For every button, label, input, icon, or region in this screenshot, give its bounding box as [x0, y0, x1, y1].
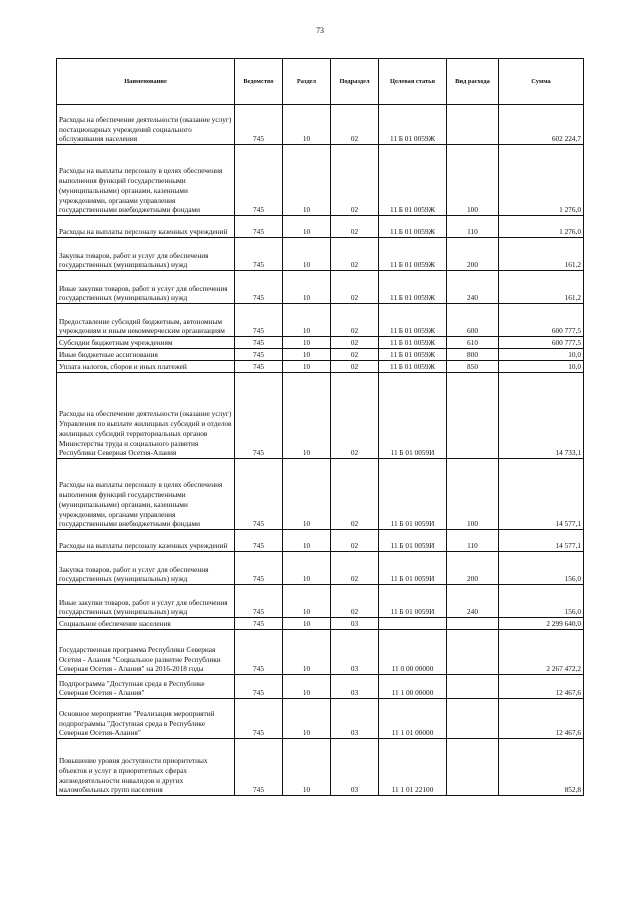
header-section: Раздел: [283, 59, 331, 105]
cell-subsection-text: 02: [350, 205, 359, 215]
cell-name-text: Закупка товаров, работ и услуг для обеспечения государственных (муниципальных) нужд: [59, 564, 209, 584]
cell-amount: [499, 585, 584, 618]
cell-target-text: 11 Б 01 0059Ж: [389, 350, 436, 360]
cell-subsection-text: 02: [350, 134, 359, 144]
cell-subsection-text: 02: [350, 293, 359, 303]
cell-amount-text: 10,0: [568, 362, 581, 372]
cell-subsection: [331, 216, 379, 238]
cell-amount-text: 600 777,5: [551, 338, 581, 348]
cell-subsection: [331, 304, 379, 337]
table-row: [57, 699, 584, 739]
cell-subsection: [331, 739, 379, 796]
cell-subsection-text: 02: [350, 448, 359, 458]
cell-section-text: 10: [302, 728, 311, 738]
cell-name-text: Повышение уровня доступности приоритетных объектов и услуг в приоритетных сферах жизнедеятельности инвалидов и других маломобильных групп населения: [59, 756, 208, 795]
cell-name: [57, 361, 235, 373]
cell-section-text: 10: [302, 688, 311, 698]
cell-amount-text: 156,0: [564, 607, 581, 617]
cell-subsection: [331, 238, 379, 271]
table-row: [57, 552, 584, 585]
cell-name-text: Иные бюджетные ассигнования: [59, 350, 158, 360]
cell-amount: [499, 238, 584, 271]
cell-expense: [447, 530, 499, 552]
cell-section: [283, 349, 331, 361]
cell-subsection: [331, 459, 379, 530]
cell-amount: [499, 530, 584, 552]
cell-section-text: 10: [302, 350, 311, 360]
header-row: [57, 59, 584, 105]
cell-expense-text: 240: [467, 607, 478, 617]
cell-subsection-text: 02: [350, 227, 359, 237]
cell-amount-text: 10,0: [568, 350, 581, 360]
cell-amount: [499, 271, 584, 304]
cell-amount-text: 602 224,7: [551, 134, 581, 144]
cell-section: [283, 585, 331, 618]
cell-subsection-text: 03: [350, 728, 359, 738]
cell-expense: [447, 739, 499, 796]
cell-name-text: Расходы на обеспечение деятельности (оказание услуг) Управления по выплате жилищных субсидий и отделов жилищных субсидий территориальных органов Министерства труда и социального развития Республики Северная Осетия-Алания: [59, 409, 232, 458]
cell-subsection: [331, 337, 379, 349]
cell-expense: [447, 618, 499, 630]
cell-department: [235, 373, 283, 459]
cell-expense: [447, 630, 499, 675]
cell-department-text: 745: [253, 541, 264, 551]
cell-target: [379, 530, 447, 552]
cell-department: [235, 216, 283, 238]
cell-target: [379, 337, 447, 349]
cell-name: [57, 699, 235, 739]
cell-expense: [447, 145, 499, 216]
cell-amount: [499, 304, 584, 337]
cell-target: [379, 238, 447, 271]
table-row: [57, 675, 584, 699]
cell-section-text: 10: [302, 205, 311, 215]
cell-subsection-text: 02: [350, 519, 359, 529]
cell-section: [283, 216, 331, 238]
table-row: [57, 238, 584, 271]
cell-subsection: [331, 699, 379, 739]
cell-name: [57, 675, 235, 699]
cell-name-text: Государственная программа Республики Северная Осетия - Алания "Социальное развитие Республики Северная Осетия - Алания" на 2016-2018 годы: [59, 644, 221, 674]
cell-target-text: 11 Б 01 0059Ж: [389, 338, 436, 348]
cell-subsection-text: 02: [350, 326, 359, 336]
cell-section: [283, 618, 331, 630]
cell-target-text: 11 Б 01 0059И: [390, 519, 435, 529]
cell-amount-text: 600 777,5: [551, 326, 581, 336]
cell-amount: [499, 105, 584, 145]
cell-name-text: Уплата налогов, сборов и иных платежей: [59, 362, 187, 372]
cell-amount: [499, 552, 584, 585]
cell-subsection: [331, 630, 379, 675]
cell-target: [379, 304, 447, 337]
cell-amount: [499, 337, 584, 349]
cell-section: [283, 739, 331, 796]
table-row: [57, 304, 584, 337]
header-name: Наименование: [57, 59, 235, 105]
cell-subsection-text: 02: [350, 541, 359, 551]
cell-department-text: 745: [253, 574, 264, 584]
cell-name-text: Субсидии бюджетным учреждениям: [59, 338, 173, 348]
cell-name-text: Иные закупки товаров, работ и услуг для обеспечения государственных (муниципальных) нужд: [59, 283, 228, 303]
header-amount: Сумма: [499, 59, 584, 105]
cell-amount-text: 161,2: [564, 260, 581, 270]
cell-expense-text: 850: [467, 362, 478, 372]
cell-target: [379, 739, 447, 796]
cell-name: [57, 238, 235, 271]
cell-target-text: 11 Б 01 0059И: [390, 607, 435, 617]
table-row: [57, 337, 584, 349]
cell-section: [283, 630, 331, 675]
cell-subsection: [331, 145, 379, 216]
cell-amount: [499, 361, 584, 373]
cell-department-text: 745: [253, 362, 264, 372]
cell-amount: [499, 459, 584, 530]
cell-department-text: 745: [253, 664, 264, 674]
cell-department: [235, 552, 283, 585]
cell-section-text: 10: [302, 338, 311, 348]
cell-section-text: 10: [302, 607, 311, 617]
cell-target-text: 11 Б 01 0059И: [390, 574, 435, 584]
cell-section-text: 10: [302, 785, 311, 795]
cell-section-text: 10: [302, 448, 311, 458]
cell-subsection-text: 02: [350, 338, 359, 348]
cell-expense-text: 200: [467, 260, 478, 270]
cell-expense-text: 600: [467, 326, 478, 336]
cell-section: [283, 304, 331, 337]
cell-name-text: Подпрограмма "Доступная среда в Республике Северная Осетия - Алания": [59, 678, 205, 698]
header-target: Целевая статья: [379, 59, 447, 105]
cell-expense-text: 100: [467, 519, 478, 529]
cell-expense-text: 200: [467, 574, 478, 584]
cell-target: [379, 459, 447, 530]
cell-amount-text: 156,0: [564, 574, 581, 584]
cell-section: [283, 675, 331, 699]
cell-department-text: 745: [253, 607, 264, 617]
table-row: [57, 739, 584, 796]
cell-section-text: 10: [302, 574, 311, 584]
cell-target-text: 11 1 00 00000: [391, 688, 434, 698]
cell-name: [57, 145, 235, 216]
cell-department-text: 745: [253, 293, 264, 303]
cell-section: [283, 699, 331, 739]
cell-name-text: Предоставление субсидий бюджетным, автономным учреждениям и иным некоммерческим организациям: [59, 316, 225, 336]
cell-name: [57, 618, 235, 630]
cell-subsection: [331, 105, 379, 145]
cell-name: [57, 105, 235, 145]
cell-target-text: 11 Б 01 0059Ж: [389, 205, 436, 215]
cell-target: [379, 361, 447, 373]
page-number: 73: [316, 26, 324, 35]
cell-expense: [447, 373, 499, 459]
cell-subsection: [331, 675, 379, 699]
table-body: [57, 105, 584, 796]
cell-target-text: 11 Б 01 0059Ж: [389, 227, 436, 237]
cell-target: [379, 552, 447, 585]
cell-department-text: 745: [253, 448, 264, 458]
cell-target: [379, 699, 447, 739]
cell-amount: [499, 699, 584, 739]
header-department: Ведомство: [235, 59, 283, 105]
cell-name: [57, 552, 235, 585]
cell-target: [379, 216, 447, 238]
cell-expense-text: 610: [467, 338, 478, 348]
cell-amount: [499, 739, 584, 796]
cell-name: [57, 271, 235, 304]
cell-expense-text: 110: [467, 541, 478, 551]
cell-expense: [447, 675, 499, 699]
table-row: [57, 618, 584, 630]
cell-department: [235, 145, 283, 216]
cell-department: [235, 105, 283, 145]
table-row: [57, 530, 584, 552]
cell-amount-text: 2 299 640,0: [546, 619, 581, 629]
cell-expense: [447, 361, 499, 373]
cell-subsection-text: 02: [350, 574, 359, 584]
cell-expense: [447, 271, 499, 304]
cell-target-text: 11 Б 01 0059Ж: [389, 293, 436, 303]
cell-name: [57, 337, 235, 349]
cell-name-text: Социальное обеспечение населения: [59, 619, 171, 629]
cell-amount-text: 1 276,0: [559, 205, 581, 215]
cell-department-text: 745: [253, 326, 264, 336]
cell-name-text: Основное мероприятие "Реализация мероприятий подпрограммы "Доступная среда в Республике Северная Осетия-Алания": [59, 708, 215, 738]
table-row: [57, 105, 584, 145]
cell-target-text: 11 Б 01 0059Ж: [389, 326, 436, 336]
cell-section: [283, 552, 331, 585]
cell-name: [57, 373, 235, 459]
cell-target-text: 11 Б 01 0059Ж: [389, 260, 436, 270]
cell-department: [235, 618, 283, 630]
cell-subsection: [331, 618, 379, 630]
header-expense: Вид расхода: [447, 59, 499, 105]
cell-subsection-text: 02: [350, 350, 359, 360]
cell-department: [235, 699, 283, 739]
table-row: [57, 271, 584, 304]
cell-expense-text: 240: [467, 293, 478, 303]
cell-amount: [499, 675, 584, 699]
cell-amount-text: 12 467,6: [555, 728, 581, 738]
cell-target: [379, 349, 447, 361]
cell-subsection: [331, 349, 379, 361]
cell-expense: [447, 552, 499, 585]
cell-amount-text: 14 577,1: [555, 519, 581, 529]
cell-department-text: 745: [253, 785, 264, 795]
cell-section: [283, 361, 331, 373]
cell-name-text: Закупка товаров, работ и услуг для обеспечения государственных (муниципальных) нужд: [59, 250, 209, 270]
cell-department-text: 745: [253, 338, 264, 348]
cell-section-text: 10: [302, 541, 311, 551]
cell-target: [379, 105, 447, 145]
cell-subsection-text: 03: [350, 619, 359, 629]
cell-expense: [447, 105, 499, 145]
cell-subsection-text: 03: [350, 664, 359, 674]
cell-section: [283, 145, 331, 216]
cell-amount-text: 2 267 472,2: [546, 664, 581, 674]
cell-department-text: 745: [253, 227, 264, 237]
cell-name: [57, 530, 235, 552]
cell-section: [283, 373, 331, 459]
cell-expense-text: 800: [467, 350, 478, 360]
cell-department-text: 745: [253, 260, 264, 270]
cell-name: [57, 585, 235, 618]
cell-section-text: 10: [302, 619, 311, 629]
cell-department-text: 745: [253, 619, 264, 629]
cell-section-text: 10: [302, 260, 311, 270]
cell-section-text: 10: [302, 227, 311, 237]
cell-expense: [447, 585, 499, 618]
cell-amount-text: 14 577,1: [555, 541, 581, 551]
table-row: [57, 585, 584, 618]
cell-target: [379, 630, 447, 675]
cell-department: [235, 585, 283, 618]
cell-section: [283, 459, 331, 530]
cell-department: [235, 675, 283, 699]
cell-target-text: 11 Б 01 0059И: [390, 448, 435, 458]
cell-amount-text: 1 276,0: [559, 227, 581, 237]
cell-target: [379, 675, 447, 699]
cell-section: [283, 271, 331, 304]
cell-department: [235, 271, 283, 304]
cell-amount-text: 14 733,1: [555, 448, 581, 458]
cell-name: [57, 630, 235, 675]
cell-subsection-text: 03: [350, 688, 359, 698]
cell-department: [235, 349, 283, 361]
table-row: [57, 361, 584, 373]
header-subsection: Подраздел: [331, 59, 379, 105]
cell-amount-text: 12 467,6: [555, 688, 581, 698]
cell-department-text: 745: [253, 134, 264, 144]
cell-name-text: Расходы на обеспечение деятельности (оказание услуг) постационарных учреждений социального обслуживания населения: [59, 114, 232, 144]
cell-section: [283, 530, 331, 552]
cell-department: [235, 739, 283, 796]
cell-section: [283, 105, 331, 145]
cell-section-text: 10: [302, 134, 311, 144]
cell-subsection-text: 02: [350, 260, 359, 270]
cell-target: [379, 145, 447, 216]
cell-target-text: 11 1 01 22100: [391, 785, 434, 795]
cell-department-text: 745: [253, 728, 264, 738]
cell-subsection-text: 02: [350, 607, 359, 617]
cell-department: [235, 361, 283, 373]
cell-target: [379, 373, 447, 459]
cell-section: [283, 337, 331, 349]
cell-amount: [499, 349, 584, 361]
cell-section: [283, 238, 331, 271]
cell-department: [235, 238, 283, 271]
cell-target-text: 11 Б 01 0059Ж: [389, 134, 436, 144]
cell-subsection-text: 03: [350, 785, 359, 795]
cell-expense: [447, 699, 499, 739]
cell-department-text: 745: [253, 205, 264, 215]
cell-target-text: 11 Б 01 0059И: [390, 541, 435, 551]
cell-target-text: 11 1 01 00000: [391, 728, 434, 738]
table-row: [57, 216, 584, 238]
cell-expense: [447, 304, 499, 337]
cell-amount: [499, 145, 584, 216]
cell-department-text: 745: [253, 519, 264, 529]
cell-name-text: Иные закупки товаров, работ и услуг для обеспечения государственных (муниципальных) нужд: [59, 597, 228, 617]
cell-name: [57, 459, 235, 530]
cell-target-text: 11 Б 01 0059Ж: [389, 362, 436, 372]
cell-expense: [447, 337, 499, 349]
cell-amount-text: 161,2: [564, 293, 581, 303]
cell-name: [57, 304, 235, 337]
cell-target: [379, 271, 447, 304]
cell-amount-text: 852,8: [564, 785, 581, 795]
cell-department: [235, 337, 283, 349]
cell-section-text: 10: [302, 362, 311, 372]
cell-section-text: 10: [302, 664, 311, 674]
cell-amount: [499, 373, 584, 459]
cell-subsection-text: 02: [350, 362, 359, 372]
cell-department: [235, 530, 283, 552]
cell-expense: [447, 459, 499, 530]
cell-department: [235, 459, 283, 530]
cell-section-text: 10: [302, 519, 311, 529]
cell-amount: [499, 618, 584, 630]
cell-name-text: Расходы на выплаты персоналу в целях обеспечения выполнения функций государственными (муниципальными) органами, казенными учреждениями, органами управления государственными внебюджетными фондами: [59, 166, 223, 215]
cell-expense-text: 110: [467, 227, 478, 237]
cell-department: [235, 630, 283, 675]
cell-name-text: Расходы на выплаты персоналу в целях обеспечения выполнения функций государственными (муниципальными) органами, казенными учреждениями, органами управления государственными внебюджетными фондами: [59, 480, 223, 529]
cell-section-text: 10: [302, 293, 311, 303]
cell-subsection: [331, 552, 379, 585]
cell-subsection: [331, 530, 379, 552]
cell-name: [57, 216, 235, 238]
cell-amount: [499, 630, 584, 675]
cell-name-text: Расходы на выплаты персоналу казенных учреждений: [59, 227, 228, 237]
cell-name: [57, 739, 235, 796]
cell-subsection: [331, 373, 379, 459]
cell-target: [379, 585, 447, 618]
cell-amount: [499, 216, 584, 238]
table-row: [57, 459, 584, 530]
table-row: [57, 373, 584, 459]
cell-subsection: [331, 361, 379, 373]
table-row: [57, 630, 584, 675]
table-row: [57, 349, 584, 361]
cell-section-text: 10: [302, 326, 311, 336]
cell-expense: [447, 238, 499, 271]
cell-expense-text: 100: [467, 205, 478, 215]
table-row: [57, 145, 584, 216]
budget-table: [56, 58, 584, 796]
cell-expense: [447, 216, 499, 238]
cell-name-text: Расходы на выплаты персоналу казенных учреждений: [59, 541, 228, 551]
cell-expense: [447, 349, 499, 361]
cell-subsection: [331, 585, 379, 618]
cell-department-text: 745: [253, 350, 264, 360]
cell-subsection: [331, 271, 379, 304]
cell-name: [57, 349, 235, 361]
cell-target: [379, 618, 447, 630]
cell-department-text: 745: [253, 688, 264, 698]
cell-department: [235, 304, 283, 337]
cell-target-text: 11 0 00 00000: [391, 664, 434, 674]
